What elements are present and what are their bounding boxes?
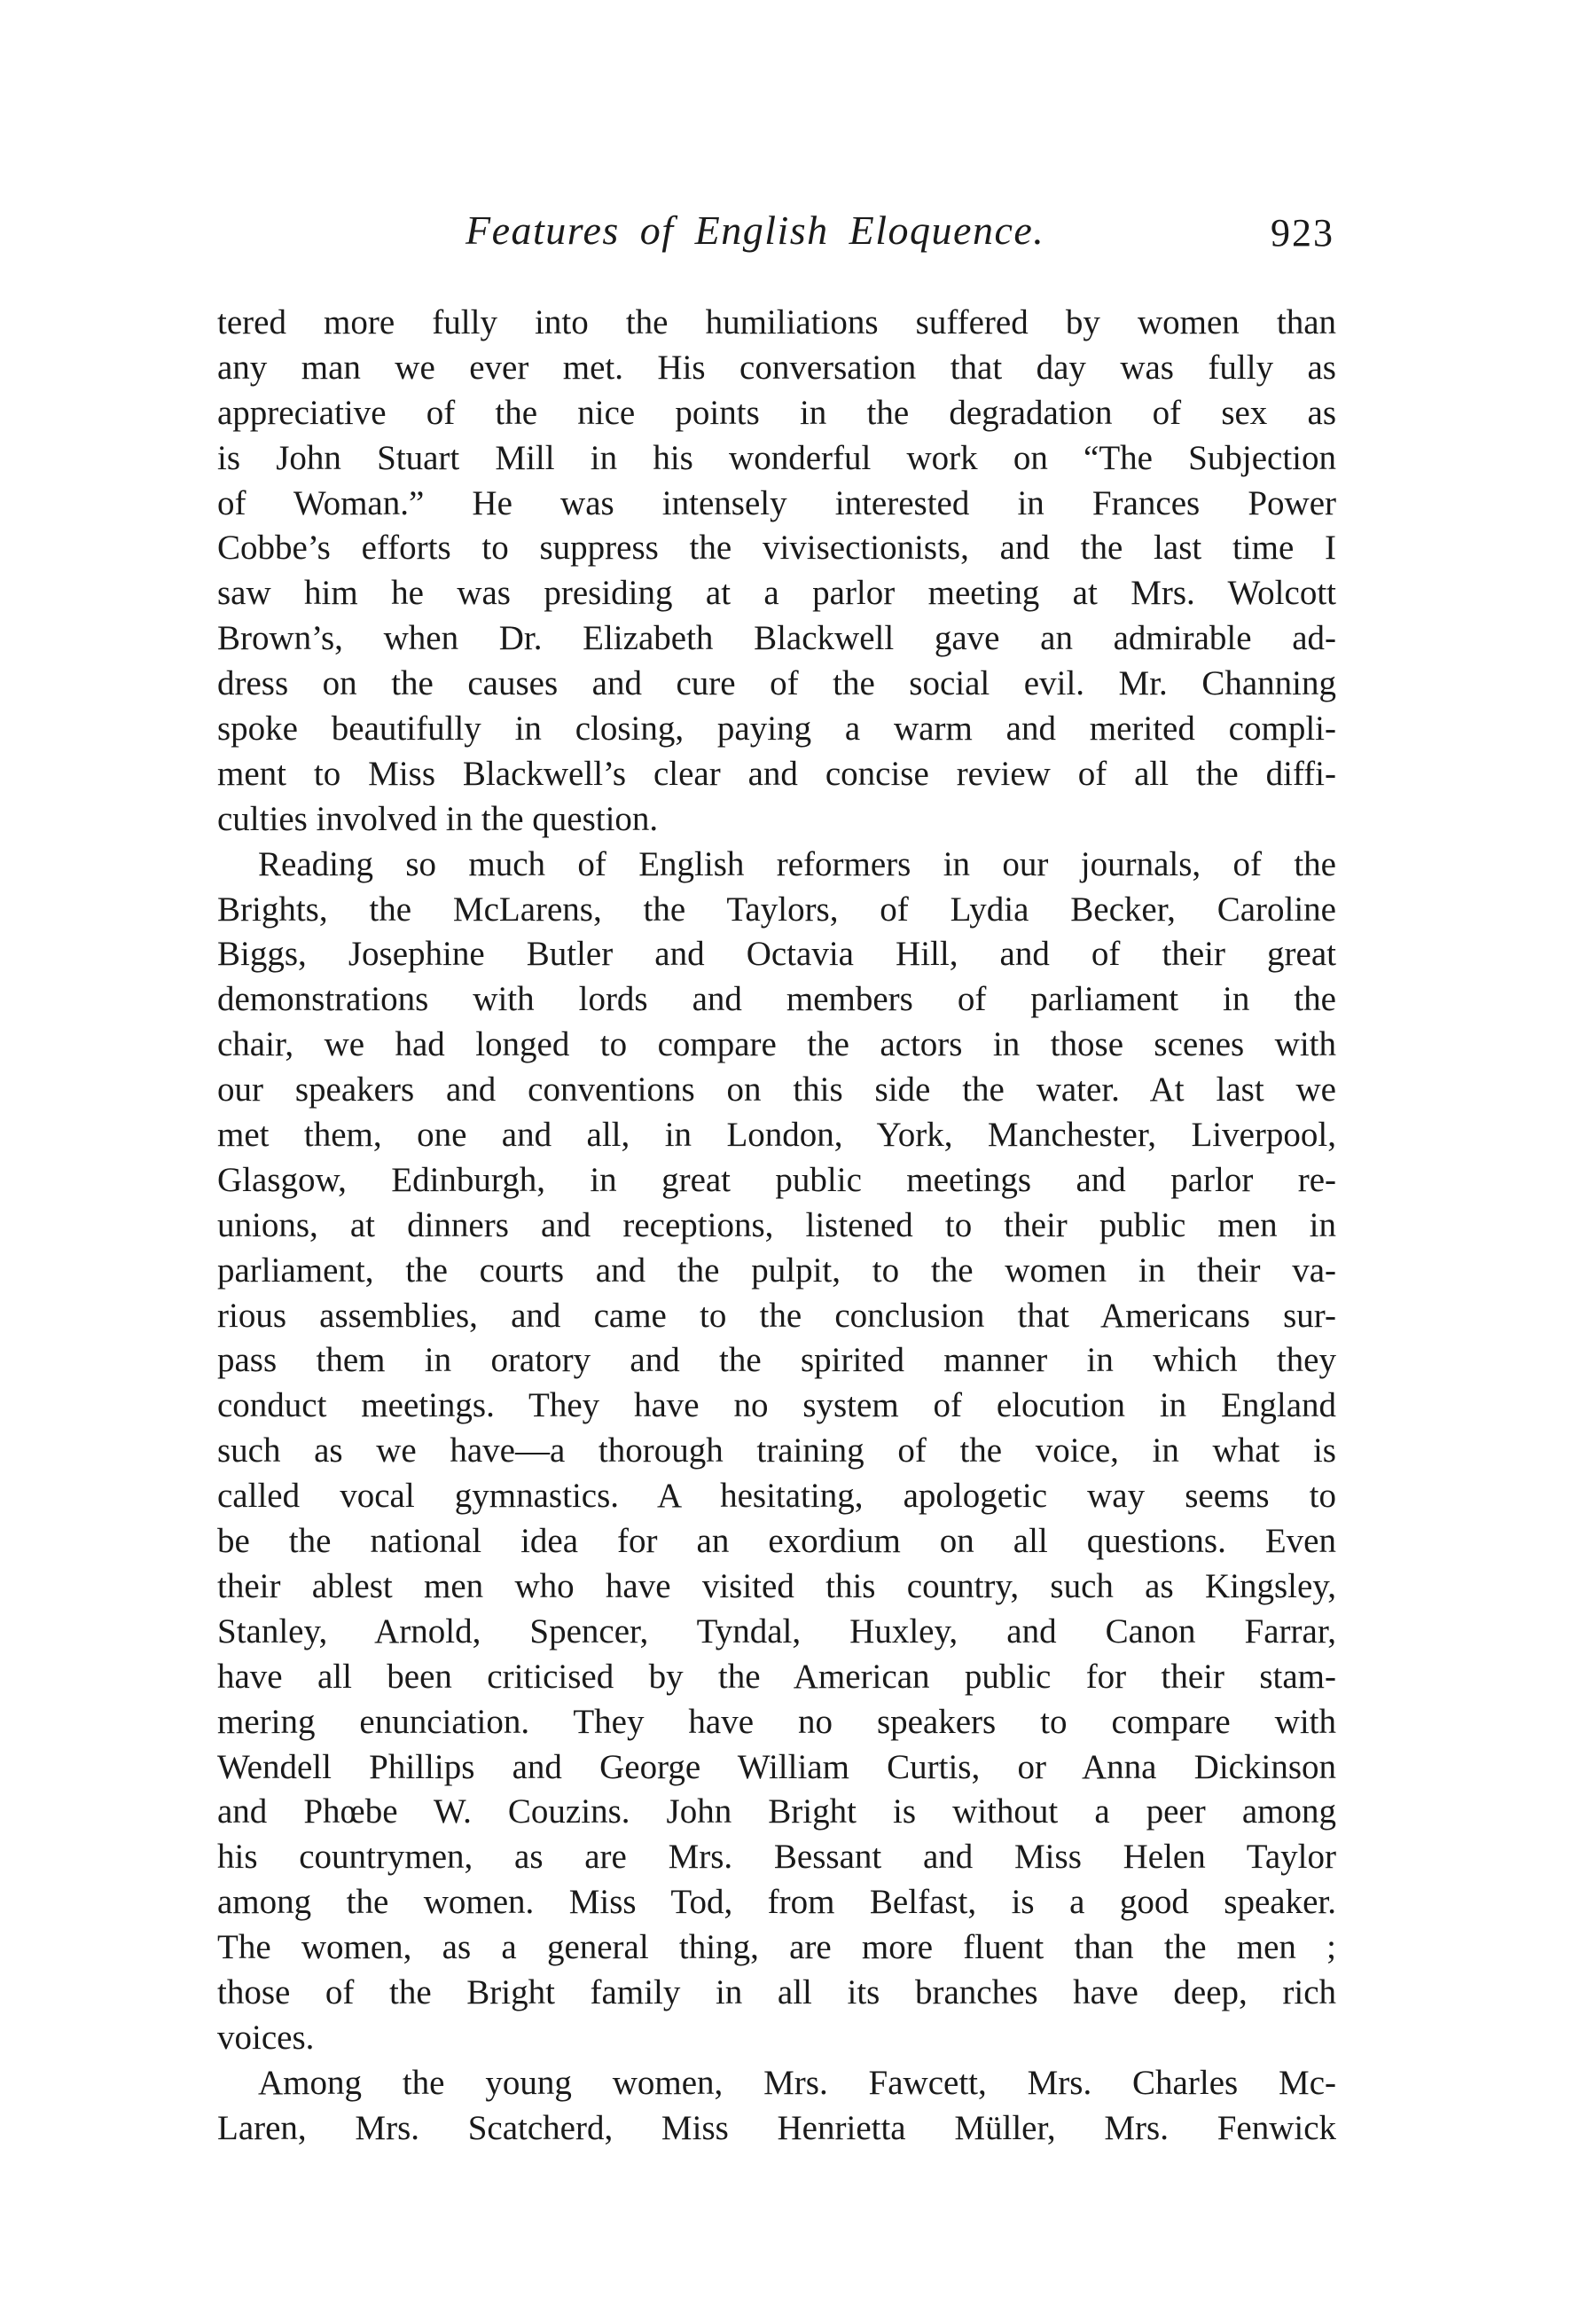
text-line: be the national idea for an exordium on all questions. Even <box>217 1522 1336 1561</box>
text-line: rious assemblies, and came to the conclusion that Americans sur- <box>217 1296 1336 1335</box>
text-line: of Woman.” He was intensely interested in Frances Power <box>217 483 1336 522</box>
text-line: parliament, the courts and the pulpit, to the women in their va- <box>217 1251 1336 1290</box>
text-line: and Phœbe W. Couzins. John Bright is without a peer among <box>217 1792 1336 1831</box>
text-line: ment to Miss Blackwell’s clear and concise review of all the diffi- <box>217 754 1336 793</box>
text-line: Cobbe’s efforts to suppress the vivisectionists, and the last time I <box>217 529 1336 568</box>
text-line: Glasgow, Edinburgh, in great public meetings and parlor re- <box>217 1160 1336 1199</box>
paragraph-2 <box>217 843 1336 2061</box>
text-line: have all been criticised by the American public for their stam- <box>217 1657 1336 1696</box>
text-line: tered more fully into the humiliations suffered by women than <box>217 303 1336 341</box>
text-line: chair, we had longed to compare the actors in those scenes with <box>217 1025 1336 1064</box>
text-line: called vocal gymnastics. A hesitating, apologetic way seems to <box>217 1477 1336 1516</box>
text-line: unions, at dinners and receptions, listened to their public men in <box>217 1205 1336 1244</box>
text-line: any man we ever met. His conversation that day was fully as <box>217 348 1336 387</box>
text-line: Reading so much of English reformers in our journals, of the <box>258 844 1336 883</box>
page-header <box>217 207 1334 269</box>
text-line: demonstrations with lords and members of parliament in the <box>217 980 1336 1019</box>
text-line: is John Stuart Mill in his wonderful work on “The Subjection <box>217 438 1336 477</box>
text-line: Stanley, Arnold, Spencer, Tyndal, Huxley, and Canon Farrar, <box>217 1611 1336 1650</box>
text-line: Among the young women, Mrs. Fawcett, Mrs. Charles Mc- <box>258 2063 1336 2102</box>
text-line: Wendell Phillips and George William Curtis, or Anna Dickinson <box>217 1747 1336 1786</box>
paragraph-1 <box>217 301 1336 843</box>
text-line: such as we have—a thorough training of the voice, in what is <box>217 1431 1336 1470</box>
text-line: their ablest men who have visited this country, such as Kingsley, <box>217 1566 1336 1605</box>
text-line: dress on the causes and cure of the social evil. Mr. Channing <box>217 664 1336 703</box>
body-text <box>217 301 1336 2152</box>
text-line: The women, as a general thing, are more fluent than the men ; <box>217 1928 1336 1967</box>
text-line: Brown’s, when Dr. Elizabeth Blackwell gave an admirable ad- <box>217 619 1336 658</box>
text-line: Laren, Mrs. Scatcherd, Miss Henrietta Müller, Mrs. Fenwick <box>217 2108 1336 2147</box>
paragraph-3 <box>217 2061 1336 2152</box>
text-line: met them, one and all, in London, York, Manchester, Liverpool, <box>217 1116 1336 1155</box>
running-title: Features of English Eloquence. <box>466 208 1045 253</box>
text-line: appreciative of the nice points in the degradation of sex as <box>217 393 1336 432</box>
text-line: culties involved in the question. <box>217 799 659 838</box>
text-line: among the women. Miss Tod, from Belfast, is a good speaker. <box>217 1883 1336 1922</box>
text-line: Biggs, Josephine Butler and Octavia Hill, and of their great <box>217 935 1336 974</box>
text-line: spoke beautifully in closing, paying a warm and merited compli- <box>217 710 1336 749</box>
text-line: saw him he was presiding at a parlor meeting at Mrs. Wolcott <box>217 574 1336 613</box>
text-line: pass them in oratory and the spirited manner in which they <box>217 1341 1336 1380</box>
text-line: those of the Bright family in all its branches have deep, rich <box>217 1972 1336 2011</box>
text-line: his countrymen, as are Mrs. Bessant and Miss Helen Taylor <box>217 1838 1336 1877</box>
text-line: our speakers and conventions on this side the water. At last we <box>217 1070 1336 1109</box>
text-line: voices. <box>217 2018 315 2057</box>
text-line: mering enunciation. They have no speakers to compare with <box>217 1702 1336 1741</box>
page-number: 923 <box>1271 211 1334 255</box>
text-line: conduct meetings. They have no system of elocution in England <box>217 1386 1336 1425</box>
text-line: Brights, the McLarens, the Taylors, of Lydia Becker, Caroline <box>217 890 1336 929</box>
